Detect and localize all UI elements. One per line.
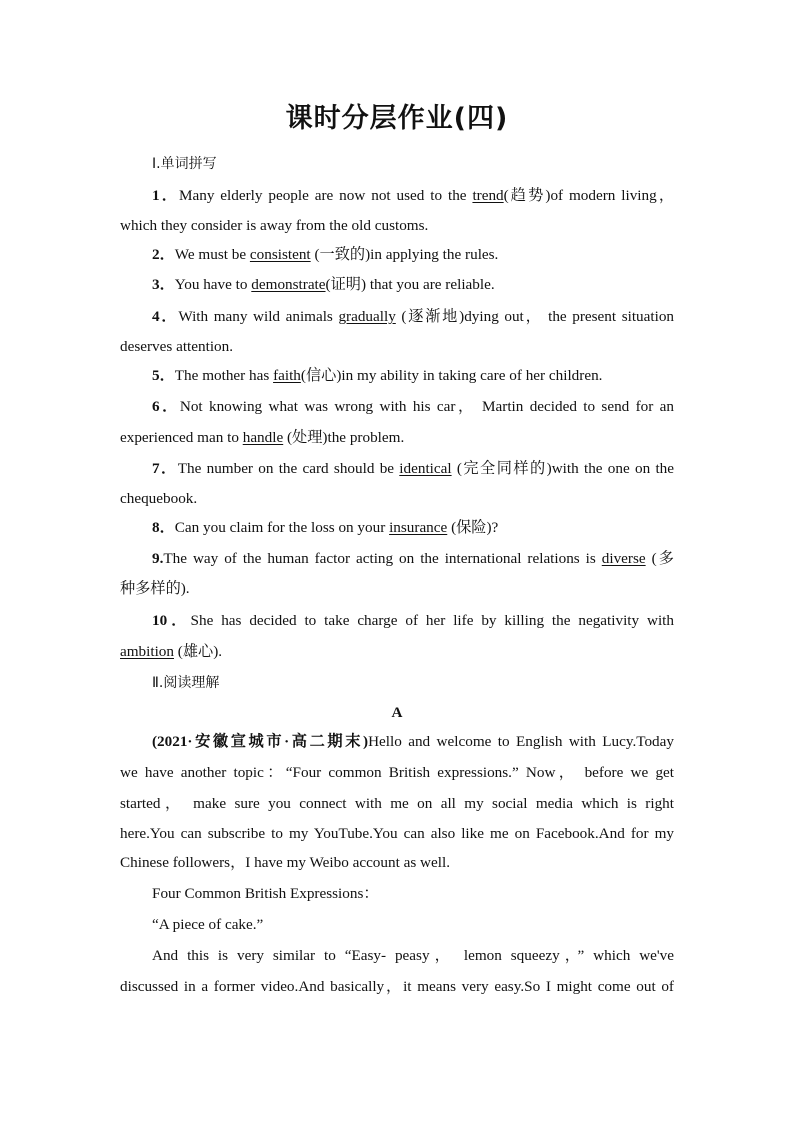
- item-number: 1．: [152, 187, 179, 204]
- item-text: We must be: [174, 246, 250, 263]
- answer-word: insurance: [389, 519, 448, 536]
- item-number: 5．: [152, 367, 175, 384]
- item-text: (证明) that you are reliable.: [325, 276, 495, 293]
- exercise-item-4-cont: deserves attention.: [120, 338, 234, 355]
- answer-word: gradually: [338, 308, 396, 325]
- section-heading-reading: Ⅱ.阅读理解: [152, 675, 220, 691]
- item-text: With many wild animals: [178, 308, 339, 325]
- item-text: (完全同样的)with the one on the: [451, 460, 674, 477]
- passage-line-6: Four Common British Expressions：: [152, 885, 379, 902]
- item-number: 9.: [152, 550, 164, 567]
- answer-word: identical: [399, 460, 452, 477]
- item-text: The number on the card should be: [177, 460, 400, 477]
- item-text: (多: [645, 550, 674, 567]
- item-number: 4．: [152, 308, 179, 325]
- exercise-item-7-cont: chequebook.: [120, 490, 198, 507]
- passage-text: Hello and welcome to English with Lucy.Today: [368, 733, 674, 750]
- answer-word: diverse: [601, 550, 646, 567]
- item-text: Can you claim for the loss on your: [174, 519, 390, 536]
- item-text: experienced man to: [120, 429, 243, 446]
- item-text: (一致的)in applying the rules.: [310, 246, 499, 263]
- exercise-item-4: [152, 307, 674, 327]
- item-text: The mother has: [174, 367, 274, 384]
- item-text: The way of the human factor acting on the international relations is: [163, 550, 602, 567]
- exercise-item-1: [152, 186, 674, 206]
- item-number: 2．: [152, 246, 175, 263]
- passage-line-3: started， make sure you connect with me on all my social media which is right: [120, 795, 674, 812]
- item-text: Not knowing what was wrong with his car， Martin decided to send for an: [179, 398, 675, 415]
- item-number: 3．: [152, 276, 175, 293]
- item-text: (雄心).: [174, 643, 223, 660]
- passage-line-2: we have another topic：“Four common British expressions.” Now， before we get: [120, 764, 674, 781]
- passage-line-5: Chinese followers，I have my Weibo account as well.: [120, 854, 451, 871]
- section-heading-vocabulary: Ⅰ.单词拼写: [152, 156, 217, 172]
- passage-line-8: And this is very similar to “Easy- peasy， lemon squeezy，” which we've: [152, 947, 674, 964]
- item-number: 7．: [152, 460, 178, 477]
- item-text: (趋势)of modern living，: [503, 187, 675, 204]
- item-number: 8．: [152, 519, 175, 536]
- answer-word: ambition: [120, 643, 174, 660]
- exercise-item-10: [152, 611, 674, 631]
- exercise-item-6-cont: [120, 428, 674, 448]
- exercise-item-1-cont: which they consider is away from the old customs.: [120, 217, 429, 234]
- answer-word: trend: [472, 187, 504, 204]
- exercise-item-3: [152, 275, 674, 295]
- exercise-item-10-cont: [120, 642, 674, 662]
- item-number: 10．: [152, 612, 191, 629]
- page-title: 课时分层作业(四): [285, 103, 509, 134]
- passage-line-7: “A piece of cake.”: [152, 916, 264, 933]
- exercise-item-8: [152, 518, 674, 538]
- item-text: (处理)the problem.: [283, 429, 405, 446]
- exercise-item-5: [152, 366, 674, 386]
- answer-word: consistent: [249, 246, 311, 263]
- item-text: (逐渐地)dying out， the present situation: [395, 308, 675, 325]
- exercise-item-9-cont: 种多样的).: [120, 580, 190, 597]
- exercise-item-9: [152, 549, 674, 569]
- item-text: She has decided to take charge of her life by killing the negativity with: [190, 612, 674, 629]
- passage-line-9: discussed in a former video.And basically，it means very easy.So I might come out of: [120, 978, 674, 995]
- passage-source: (2021·安徽宣城市·高二期末): [152, 733, 369, 750]
- answer-word: handle: [242, 429, 284, 446]
- item-text: (信心)in my ability in taking care of her children.: [300, 367, 603, 384]
- item-text: Many elderly people are now not used to the: [178, 187, 473, 204]
- item-text: (保险)?: [447, 519, 499, 536]
- item-text: You have to: [174, 276, 252, 293]
- passage-line-1: [152, 732, 674, 752]
- passage-line-4: here.You can subscribe to my YouTube.You can also like me on Facebook.And for my: [120, 825, 674, 842]
- exercise-item-2: [152, 245, 674, 265]
- exercise-item-6: [152, 397, 674, 417]
- item-number: 6．: [152, 398, 180, 415]
- passage-label: A: [391, 704, 403, 721]
- answer-word: demonstrate: [251, 276, 326, 293]
- answer-word: faith: [273, 367, 301, 384]
- exercise-item-7: [152, 459, 674, 479]
